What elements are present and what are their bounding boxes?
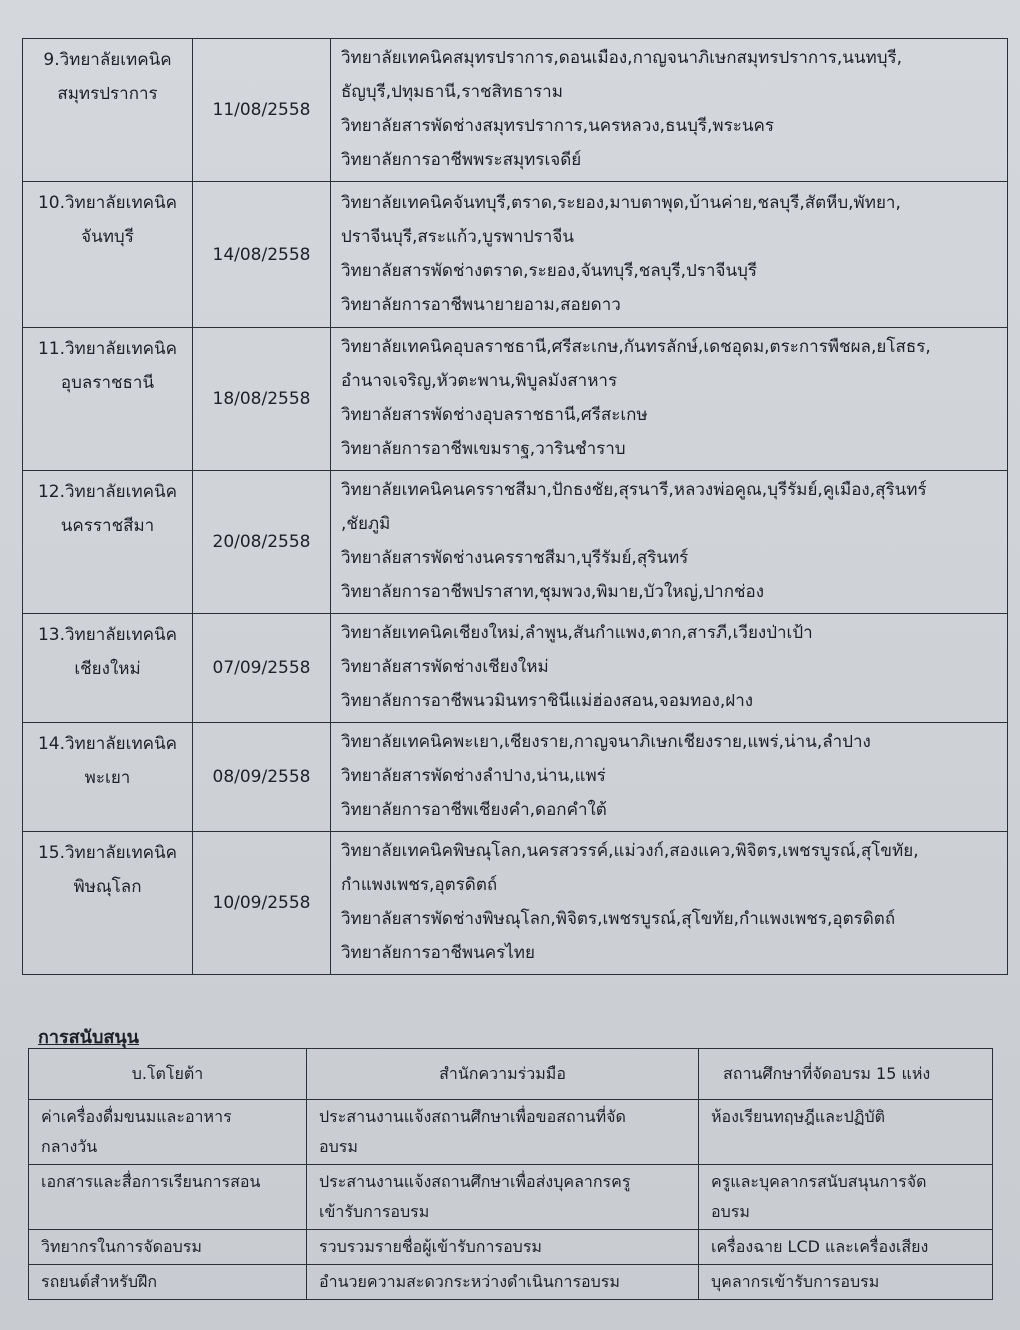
support-cell-line: ห้องเรียนทฤษฎีและปฏิบัติ <box>711 1107 886 1126</box>
support-row <box>29 1165 993 1230</box>
support-cell-line: รถยนต์สำหรับฝึก <box>41 1272 158 1291</box>
support-institution-cell <box>699 1100 993 1165</box>
training-date-cell: 10/09/2558 <box>193 832 331 975</box>
participating-colleges-cell <box>331 182 1008 328</box>
college-name-cell <box>23 832 193 975</box>
support-cell-line: ค่าเครื่องดื่มขนมและอาหาร <box>41 1107 232 1126</box>
participating-colleges-line: อำนาจเจริญ,หัวตะพาน,พิบูลมังสาหาร <box>341 371 618 391</box>
college-name-cell <box>23 182 193 328</box>
college-name-line: จันทบุรี <box>81 227 134 247</box>
participating-colleges-line: วิทยาลัยเทคนิคสมุทรปราการ,ดอนเมือง,กาญจนาภิเษกสมุทรปราการ,นนทบุรี, <box>341 48 903 68</box>
support-body <box>29 1049 993 1300</box>
support-cell-line: เครื่องฉาย LCD และเครื่องเสียง <box>711 1237 929 1256</box>
support-cell-line: ครูและบุคลากรสนับสนุนการจัด <box>711 1172 927 1191</box>
support-table <box>28 1048 993 1300</box>
participating-colleges-line: วิทยาลัยเทคนิคพิษณุโลก,นครสวรรค์,แม่วงก์,สองแคว,พิจิตร,เพชรบูรณ์,สุโขทัย, <box>341 841 919 861</box>
participating-colleges-cell <box>331 39 1008 182</box>
support-institution-cell <box>699 1165 993 1230</box>
college-name-cell <box>23 471 193 614</box>
support-cooperation-cell <box>307 1265 699 1300</box>
header-toyota: บ.โตโยต้า <box>29 1049 307 1100</box>
college-name-line: 15.วิทยาลัยเทคนิค <box>37 843 178 863</box>
support-row <box>29 1100 993 1165</box>
participating-colleges-line: วิทยาลัยสารพัดช่างนครราชสีมา,บุรีรัมย์,สุรินทร์ <box>341 548 689 568</box>
participating-colleges-line: วิทยาลัยเทคนิคพะเยา,เชียงราย,กาญจนาภิเษกเชียงราย,แพร่,น่าน,ลำปาง <box>341 732 871 752</box>
participating-colleges-line: วิทยาลัยการอาชีพพระสมุทรเจดีย์ <box>341 150 582 170</box>
support-cell-line: ประสานงานแจ้งสถานศึกษาเพื่อส่งบุคลากรครู <box>319 1172 631 1191</box>
training-date-cell: 20/08/2558 <box>193 471 331 614</box>
participating-colleges-line: ธัญบุรี,ปทุมธานี,ราชสิทธาราม <box>341 82 563 102</box>
training-date-cell: 11/08/2558 <box>193 39 331 182</box>
college-name-line: 10.วิทยาลัยเทคนิค <box>37 193 178 213</box>
participating-colleges-line: ,ชัยภูมิ <box>341 514 391 534</box>
training-schedule-table <box>22 38 1008 975</box>
schedule-row <box>23 39 1008 182</box>
participating-colleges-line: วิทยาลัยการอาชีพปราสาท,ชุมพวง,พิมาย,บัวใหญ่,ปากช่อง <box>341 582 765 602</box>
schedule-body <box>23 39 1008 975</box>
participating-colleges-line: วิทยาลัยสารพัดช่างอุบลราชธานี,ศรีสะเกษ <box>341 405 648 425</box>
support-institution-cell <box>699 1265 993 1300</box>
participating-colleges-line: กำแพงเพชร,อุตรดิตถ์ <box>341 875 498 895</box>
participating-colleges-line: วิทยาลัยเทคนิคเชียงใหม่,ลำพูน,สันกำแพง,ตาก,สารภี,เวียงป่าเป้า <box>341 623 813 643</box>
college-name-line: พิษณุโลก <box>73 877 142 897</box>
college-name-line: นครราชสีมา <box>60 516 155 536</box>
support-institution-cell <box>699 1230 993 1265</box>
college-name-line: 11.วิทยาลัยเทคนิค <box>37 339 178 359</box>
college-name-cell <box>23 328 193 471</box>
support-cell-line: เอกสารและสื่อการเรียนการสอน <box>41 1172 261 1191</box>
participating-colleges-cell <box>331 832 1008 975</box>
college-name-cell <box>23 614 193 723</box>
schedule-row <box>23 614 1008 723</box>
participating-colleges-cell <box>331 614 1008 723</box>
support-toyota-cell <box>29 1230 307 1265</box>
support-cell-line: เข้ารับการอบรม <box>319 1202 430 1221</box>
support-row <box>29 1230 993 1265</box>
support-cell-line: บุคลากรเข้ารับการอบรม <box>711 1272 880 1291</box>
participating-colleges-line: ปราจีนบุรี,สระแก้ว,บูรพาปราจีน <box>341 226 574 247</box>
support-cell-line: อบรม <box>319 1137 358 1156</box>
header-training-institutions: สถานศึกษาที่จัดอบรม 15 แห่ง <box>699 1049 993 1100</box>
participating-colleges-cell <box>331 328 1008 471</box>
participating-colleges-line: วิทยาลัยเทคนิคจันทบุรี,ตราด,ระยอง,มาบตาพุด,บ้านค่าย,ชลบุรี,สัตหีบ,พัทยา, <box>341 192 901 213</box>
support-cell-line: อบรม <box>711 1202 750 1221</box>
college-name-line: สมุทรปราการ <box>57 84 158 104</box>
participating-colleges-line: วิทยาลัยสารพัดช่างเชียงใหม่ <box>341 657 549 677</box>
schedule-row <box>23 328 1008 471</box>
college-name-line: 12.วิทยาลัยเทคนิค <box>37 482 178 502</box>
participating-colleges-line: วิทยาลัยเทคนิคนครราชสีมา,ปักธงชัย,สุรนารี,หลวงพ่อคูณ,บุรีรัมย์,คูเมือง,สุรินทร์ <box>341 480 927 500</box>
college-name-line: 14.วิทยาลัยเทคนิค <box>37 734 178 754</box>
support-cell-line: อำนวยความสะดวกระหว่างดำเนินการอบรม <box>319 1272 620 1291</box>
college-name-line: อุบลราชธานี <box>60 373 155 393</box>
college-name-line: 13.วิทยาลัยเทคนิค <box>37 625 178 645</box>
participating-colleges-cell <box>331 723 1008 832</box>
support-toyota-cell <box>29 1165 307 1230</box>
support-cell-line: วิทยากรในการจัดอบรม <box>41 1237 202 1256</box>
schedule-row <box>23 832 1008 975</box>
participating-colleges-line: วิทยาลัยการอาชีพนวมินทราชินีแม่ฮ่องสอน,จอมทอง,ฝาง <box>341 691 754 711</box>
college-name-line: เชียงใหม่ <box>74 659 141 679</box>
support-cooperation-cell <box>307 1165 699 1230</box>
support-cooperation-cell <box>307 1100 699 1165</box>
participating-colleges-line: วิทยาลัยการอาชีพนายายอาม,สอยดาว <box>341 294 621 315</box>
participating-colleges-line: วิทยาลัยสารพัดช่างสมุทรปราการ,นครหลวง,ธนบุรี,พระนคร <box>341 116 774 136</box>
schedule-row <box>23 182 1008 328</box>
training-date-cell: 18/08/2558 <box>193 328 331 471</box>
participating-colleges-line: วิทยาลัยสารพัดช่างตราด,ระยอง,จันทบุรี,ชลบุรี,ปราจีนบุรี <box>341 260 757 281</box>
college-name-line: 9.วิทยาลัยเทคนิค <box>43 50 172 70</box>
schedule-row <box>23 723 1008 832</box>
support-cooperation-cell <box>307 1230 699 1265</box>
college-name-cell <box>23 723 193 832</box>
support-toyota-cell <box>29 1265 307 1300</box>
support-row <box>29 1265 993 1300</box>
participating-colleges-line: วิทยาลัยการอาชีพเชียงคำ,ดอกคำใต้ <box>341 800 607 820</box>
training-date-cell: 07/09/2558 <box>193 614 331 723</box>
college-name-cell <box>23 39 193 182</box>
training-date-cell: 08/09/2558 <box>193 723 331 832</box>
training-date-cell: 14/08/2558 <box>193 182 331 328</box>
support-cell-line: ประสานงานแจ้งสถานศึกษาเพื่อขอสถานที่จัด <box>319 1107 626 1126</box>
participating-colleges-line: วิทยาลัยสารพัดช่างลำปาง,น่าน,แพร่ <box>341 766 606 786</box>
support-toyota-cell <box>29 1100 307 1165</box>
college-name-line: พะเยา <box>84 768 131 788</box>
participating-colleges-line: วิทยาลัยการอาชีพนครไทย <box>341 943 535 963</box>
support-cell-line: กลางวัน <box>41 1137 98 1156</box>
support-heading: การสนับสนุน <box>38 1027 139 1048</box>
participating-colleges-line: วิทยาลัยเทคนิคอุบลราชธานี,ศรีสะเกษ,กันทรลักษ์,เดชอุดม,ตระการพืชผล,ยโสธร, <box>341 337 931 357</box>
participating-colleges-cell <box>331 471 1008 614</box>
support-header-row <box>29 1049 993 1100</box>
schedule-row <box>23 471 1008 614</box>
participating-colleges-line: วิทยาลัยสารพัดช่างพิษณุโลก,พิจิตร,เพชรบูรณ์,สุโขทัย,กำแพงเพชร,อุตรดิตถ์ <box>341 909 896 929</box>
header-cooperation-office: สำนักความร่วมมือ <box>307 1049 699 1100</box>
support-cell-line: รวบรวมรายชื่อผู้เข้ารับการอบรม <box>319 1237 542 1256</box>
participating-colleges-line: วิทยาลัยการอาชีพเขมราฐ,วารินชำราบ <box>341 439 626 459</box>
